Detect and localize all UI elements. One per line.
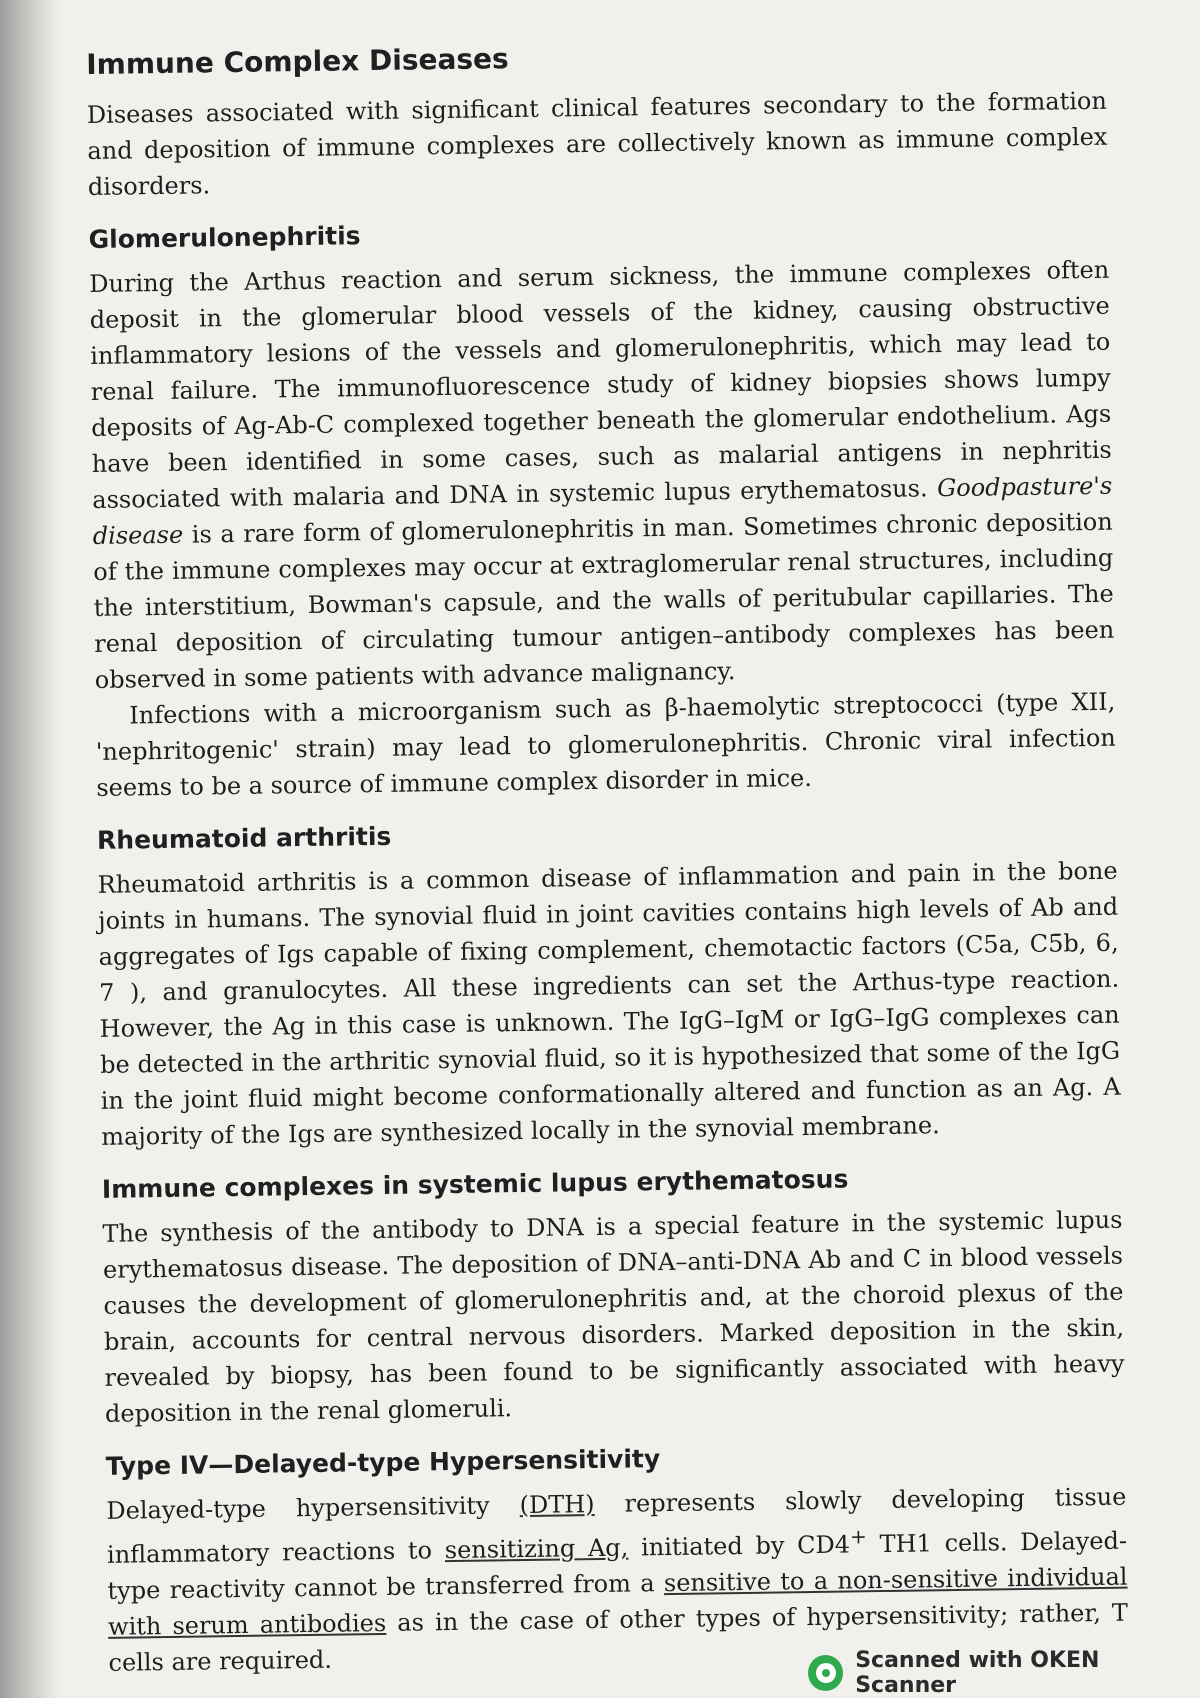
type4-text-3: represents slowly developing tissue inflammatory reactions to [106,1482,1127,1569]
lupus-paragraph: The synthesis of the antibody to DNA is a special feature in the systemic lupus erythematosus disease. The deposition of DNA–anti-DNA Ab and C in blood vessels causes the development of glomerulonephritis and, at the choroid plexus of the brain, accounts for central nervous disorders. Marked deposition in the skin, revealed by biopsy, has been found to be significantly associated with heavy deposition in the renal glomeruli. [102,1205,1125,1428]
glomerulonephritis-paragraph-1 [89,252,1115,698]
type4-text-6: TH1 cells. Delayed-type reactivity cannot be transferred from a [107,1526,1128,1605]
oken-scanner-logo-icon [808,1655,843,1691]
page-edge-shadow [0,0,60,1698]
rheumatoid-paragraph: Rheumatoid arthritis is a common disease of inflammation and pain in the bone joints in humans. The synovial fluid in joint cavities contains high levels of Ab and aggregates of Igs capable of fixing complement, chemotactic factors (C5a, C5̄b, 6, 7 ), and granulocytes. All these ingredients can set the Arthus-type reaction. However, the Ag in this case is unknown. The IgG–IgM or IgG–IgG complexes can be detected in the arthritic synovial fluid, so it is hypothesized that some of the IgG in the joint fluid might become conformationally altered and function as an Ag. A majority of the Igs are synthesized locally in the synovial membrane. [97,856,1121,1151]
serum-antibodies-underlined: sensitive to a non-sensitive individual with serum antibodies [107,1562,1128,1641]
page-content [86,34,1129,1681]
lupus-heading: Immune complexes in systemic lupus erythematosus [101,1164,849,1204]
dth-abbrev: (DTH) [519,1490,595,1520]
type4-text-5: initiated by CD4 [640,1530,851,1562]
type4-text-8: as in the case of other types of hypersensitivity; rather, T cells are required. [108,1598,1129,1677]
cd4-superscript: + [849,1524,867,1549]
scanner-watermark [808,1648,1200,1698]
scanner-watermark-text: Scanned with OKEN Scanner [855,1648,1100,1698]
glomerulonephritis-text-a: During the Arthus reaction and serum sickness, the immune complexes often deposit in the glomerular blood vessels of the kidney, causing obstructive inflammatory lesions of the vessels and glomerulonephritis, which may lead to renal failure. The immunofluorescence study of kidney biopsies shows lumpy deposits of Ag-Ab-C complexed together beneath the glomerular endothelium. Ags have been identified in some cases, such as malarial antigens in nephritis associated with malaria and DNA in systemic lupus erythematosus. [89,255,1112,514]
sensitizing-ag-underlined: sensitizing Ag, [444,1533,629,1565]
rheumatoid-heading: Rheumatoid arthritis [96,821,392,855]
intro-paragraph: Diseases associated with significant clinical features secondary to the formation and deposition of immune complexes are collectively known as immune complex disorders. [86,86,1108,201]
type4-text-1: Delayed-type hypersensitivity [106,1491,490,1525]
glomerulonephritis-text-b: is a rare form of glomerulonephritis in man. Sometimes chronic deposition of the immune complexes may occur at extraglomerular renal structures, including the interstitium, Bowman's capsule, and the walls of peritubular capillaries. The renal deposition of circulating tumour antigen–antibody complexes has been observed in some patients with advance malignancy. [93,507,1115,694]
section-title: Immune Complex Diseases [86,42,509,81]
glomerulonephritis-paragraph-2: Infections with a microorganism such as β-haemolytic streptococci (type XII, 'nephritogenic' strain) may lead to glomerulonephritis. Chronic viral infection seems to be a source of immune complex disorder in mice. [95,687,1116,802]
goodpasture-italic: Goodpasture's disease [92,471,1113,550]
glomerulonephritis-heading: Glomerulonephritis [88,221,361,254]
type4-heading: Type IV—Delayed-type Hypersensitivity [105,1444,661,1481]
